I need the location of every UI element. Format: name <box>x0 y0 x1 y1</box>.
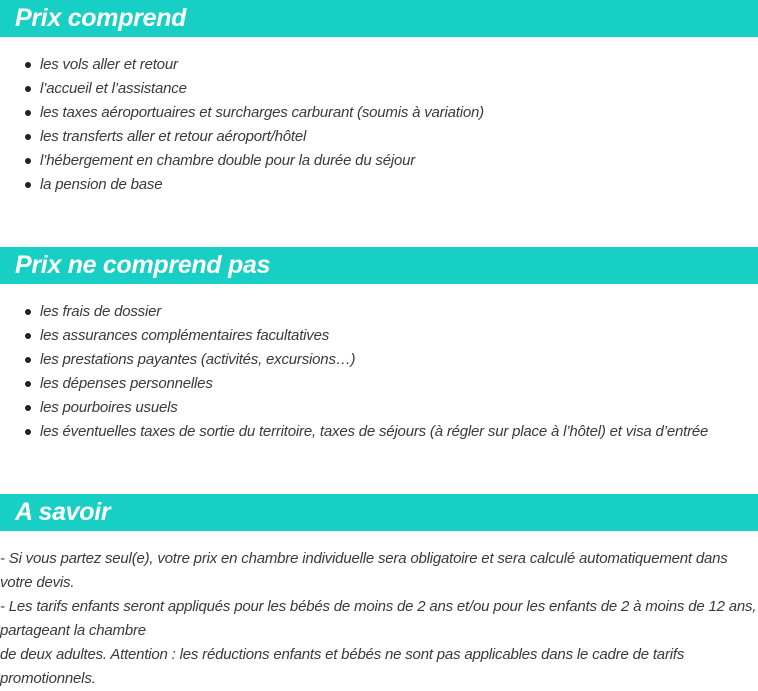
info-paragraph: de deux adultes. Attention : les réductions enfants et bébés ne sont pas applicables dans le cadre de tarifs promotionnels. <box>0 646 685 687</box>
list-item: les assurances complémentaires facultatives <box>0 324 708 348</box>
list-item: les pourboires usuels <box>0 396 708 420</box>
list-item: les éventuelles taxes de sortie du territoire, taxes de séjours (à régler sur place à l’hôtel) et visa d’entrée <box>0 420 708 444</box>
list-item: les vols aller et retour <box>0 53 484 77</box>
section-title-excluded: Prix ne comprend pas <box>15 251 271 279</box>
list-item: l’hébergement en chambre double pour la durée du séjour <box>0 149 484 173</box>
info-paragraph: - Les tarifs enfants seront appliqués pour les bébés de moins de 2 ans et/ou pour les enfants de 2 à moins de 12 ans, partageant la chambre <box>0 598 757 639</box>
bullet-icon <box>25 381 31 387</box>
bullet-icon <box>25 158 31 164</box>
bullet-icon <box>25 309 31 315</box>
list-item: les dépenses personnelles <box>0 372 708 396</box>
bullet-icon <box>25 110 31 116</box>
list-item: les prestations payantes (activités, excursions…) <box>0 348 708 372</box>
included-list <box>0 53 484 197</box>
section-header-info <box>0 494 758 531</box>
excluded-list <box>0 300 708 444</box>
section-header-included <box>0 0 758 37</box>
info-text <box>0 547 758 691</box>
list-item: les frais de dossier <box>0 300 708 324</box>
list-item: la pension de base <box>0 173 484 197</box>
list-item: l’accueil et l’assistance <box>0 77 484 101</box>
bullet-icon <box>25 333 31 339</box>
bullet-icon <box>25 357 31 363</box>
bullet-icon <box>25 86 31 92</box>
bullet-icon <box>25 62 31 68</box>
info-paragraph: - Si vous partez seul(e), votre prix en chambre individuelle sera obligatoire et sera calculé automatiquement dans votre devis. <box>0 550 728 591</box>
bullet-icon <box>25 134 31 140</box>
section-title-included: Prix comprend <box>15 4 187 32</box>
list-item: les taxes aéroportuaires et surcharges carburant (soumis à variation) <box>0 101 484 125</box>
bullet-icon <box>25 182 31 188</box>
bullet-icon <box>25 429 31 435</box>
section-header-excluded <box>0 247 758 284</box>
list-item: les transferts aller et retour aéroport/hôtel <box>0 125 484 149</box>
bullet-icon <box>25 405 31 411</box>
section-title-info: A savoir <box>15 498 111 526</box>
